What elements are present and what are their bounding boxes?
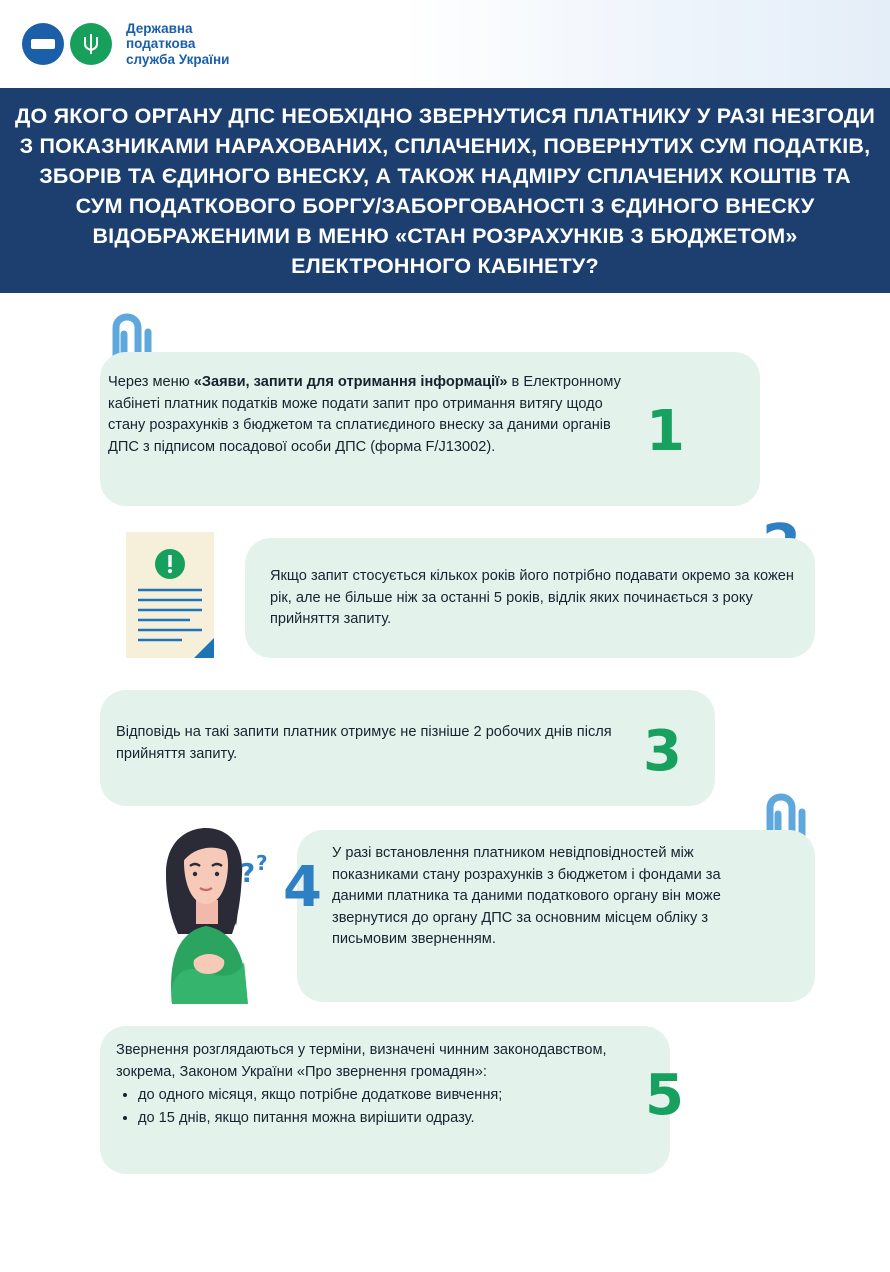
step-text-1 xyxy=(108,372,638,458)
svg-text:?: ? xyxy=(240,859,256,889)
thinking-woman-illustration xyxy=(128,822,278,1004)
page-title: ДО ЯКОГО ОРГАНУ ДПС НЕОБХІДНО ЗВЕРНУТИСЯ ПЛАТНИКУ У РАЗІ НЕЗГОДИ З ПОКАЗНИКАМИ НАРАХОВАНИХ, СПЛАЧЕНИХ, ПОВЕРНУТИХ СУМ ПОДАТКІВ, ЗБОРІВ ТА ЄДИНОГО ВНЕСКУ, А ТАКОЖ НАДМІРУ СПЛАЧЕНИХ КОШТІВ ТА СУМ ПОДАТКОВОГО БОРГУ/ЗАБОРГОВАНОСТІ З ЄДИНОГО ВНЕСКУ ВІДОБРАЖЕНИМИ В МЕНЮ «СТАН РОЗРАХУНКІВ З БЮДЖЕТОМ» ЕЛЕКТРОННОГО КАБІНЕТУ? xyxy=(14,103,876,278)
title-banner xyxy=(0,88,890,293)
step-number-4: 4 xyxy=(283,855,322,920)
header xyxy=(0,0,890,88)
org-name-line3: служба України xyxy=(126,51,230,67)
step-text-4: У разі встановлення платником невідповідностей між показниками стану розрахунків з бюджетом і фондами за даними платника та даними податкового органу він може звернутися до органу ДПС за основним місцем обліку з письмовим зверненням. xyxy=(332,845,721,947)
step5-paragraph: Звернення розглядаються у терміни, визначені чинним законодавством, зокрема, Законом України «Про звернення громадян»: xyxy=(116,1042,607,1080)
org-name-line2: податкова xyxy=(126,36,196,52)
logo-green-circle-icon xyxy=(70,23,112,65)
document-alert-icon xyxy=(124,530,220,660)
step-text-5 xyxy=(116,1040,636,1129)
step-number-3: 3 xyxy=(643,719,682,784)
step-number-1: 1 xyxy=(646,399,685,464)
step1-suffix: в Електронному кабінеті платник податків може подати запит про отримання витягу щодо стану розрахунків з бюджетом та сплатиєдиного внеску за даними органів ДПС з підписом посадової особи ДПС (форма F/J13002). xyxy=(108,374,621,455)
logo-blue-circle-icon xyxy=(22,23,64,65)
logo xyxy=(22,23,112,65)
step1-prefix: Через меню xyxy=(108,374,194,390)
step-text-2: Якщо запит стосується кількох років його потрібно подавати окремо за кожен рік, але не більше ніж за останні 5 років, відлік яких починається з року прийняття запиту. xyxy=(270,568,794,627)
org-name xyxy=(126,21,229,68)
list-item: • до одного місяця, якщо потрібне додаткове вивчення; xyxy=(138,1085,636,1107)
step-text-3: Відповідь на такі запити платник отримує не пізніше 2 робочих днів після прийняття запиту. xyxy=(116,724,612,762)
list-item: • до 15 днів, якщо питання можна вирішити одразу. xyxy=(138,1108,636,1130)
trident-icon xyxy=(82,33,100,55)
svg-text:?: ? xyxy=(256,851,268,875)
step1-bold: «Заяви, запити для отримання інформації» xyxy=(193,374,508,390)
step5-bullet-list xyxy=(138,1085,636,1129)
step-number-5: 5 xyxy=(645,1063,684,1128)
org-name-line1: Державна xyxy=(126,20,193,36)
